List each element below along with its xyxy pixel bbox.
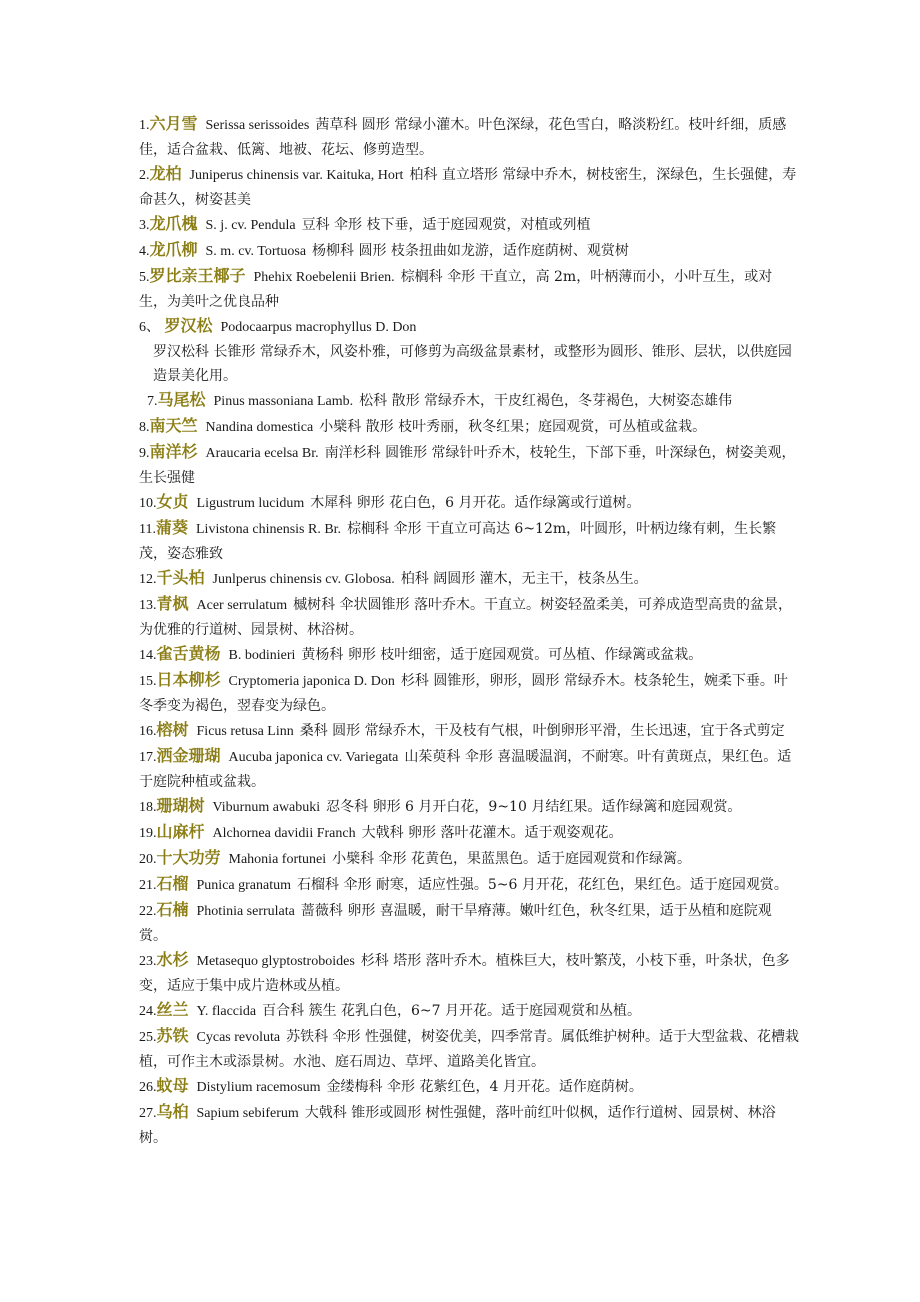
plant-entry xyxy=(139,820,799,846)
plant-description: 大戟科 锥形或圆形 树性强健，落叶前红叶似枫，适作行道树、园景树、林浴树。 xyxy=(139,1105,776,1146)
plant-name: 马尾松 xyxy=(157,390,206,409)
plant-description: 山茱萸科 伞形 喜温暖温润，不耐寒。叶有黄斑点，果红色。适于庭院种植或盆栽。 xyxy=(139,749,792,790)
latin-name: S. m. cv. Tortuosa xyxy=(205,244,307,259)
plant-name: 龙爪柳 xyxy=(149,240,198,259)
latin-name: Phehix Roebelenii Brien. xyxy=(253,270,395,285)
plant-entry xyxy=(139,162,799,212)
plant-name: 蒲葵 xyxy=(155,518,188,537)
plant-entry xyxy=(139,794,799,820)
entry-number: 1. xyxy=(139,118,150,133)
plant-name: 珊瑚树 xyxy=(156,796,205,815)
plant-entry xyxy=(139,898,799,948)
entry-number: 27. xyxy=(139,1106,157,1121)
entry-number: 12. xyxy=(139,572,157,587)
entry-number: 22. xyxy=(139,904,157,919)
latin-name: Photinia serrulata xyxy=(196,904,295,919)
plant-entry xyxy=(139,846,799,872)
entry-number: 10. xyxy=(139,496,157,511)
plant-description: 松科 散形 常绿乔木，干皮红褐色，冬芽褐色，大树姿态雄伟 xyxy=(359,393,733,409)
plant-description: 棕榈科 伞形 干直立，高 2m，叶柄薄而小，小叶互生，或对生，为美叶之优良品种 xyxy=(139,269,773,310)
entry-number: 16. xyxy=(139,724,157,739)
entry-number: 15. xyxy=(139,674,157,689)
entry-number: 24. xyxy=(139,1004,157,1019)
plant-name: 罗汉松 xyxy=(164,316,213,335)
latin-name: Serissa serissoides xyxy=(205,118,310,133)
plant-description: 百合科 簇生 花乳白色，6~7 月开花。适于庭园观赏和丛植。 xyxy=(262,1003,642,1019)
plant-description: 小檗科 散形 枝叶秀丽，秋冬红果；庭园观赏，可丛植或盆栽。 xyxy=(319,419,707,435)
plant-entry xyxy=(139,490,799,516)
plant-name: 乌桕 xyxy=(156,1102,189,1121)
plant-description: 槭树科 伞状圆锥形 落叶乔木。干直立。树姿轻盈柔美，可养成造型高贵的盆景，为优雅的行道树、园景树、林浴树。 xyxy=(139,597,792,638)
plant-description: 桑科 圆形 常绿乔木，干及枝有气根，叶倒卵形平滑，生长迅速，宜于各式剪定 xyxy=(299,723,785,739)
plant-description: 罗汉松科 长锥形 常绿乔木，风姿朴雅，可修剪为高级盆景素材，或整形为圆形、锥形、层状，以供庭园造景美化用。 xyxy=(153,344,792,384)
latin-name: Mahonia fortunei xyxy=(228,852,327,867)
entry-number: 19. xyxy=(139,826,157,841)
latin-name: Araucaria ecelsa Br. xyxy=(205,446,319,461)
entry-number: 25. xyxy=(139,1030,157,1045)
entry-number: 20. xyxy=(139,852,157,867)
entry-number: 7. xyxy=(147,394,158,409)
plant-entry xyxy=(139,592,799,642)
plant-name: 罗比亲王椰子 xyxy=(149,266,246,285)
plant-name: 千头柏 xyxy=(156,568,205,587)
latin-name: Aucuba japonica cv. Variegata xyxy=(228,750,399,765)
plant-name: 南天竺 xyxy=(149,416,198,435)
latin-name: Acer serrulatum xyxy=(196,598,288,613)
plant-name: 十大功劳 xyxy=(156,848,221,867)
plant-entry xyxy=(139,238,799,264)
plant-description: 棕榈科 伞形 干直立可高达 6~12m，叶圆形，叶柄边缘有刺，生长繁茂，姿态雅致 xyxy=(139,521,777,562)
latin-name: Nandina domestica xyxy=(205,420,314,435)
plant-description: 柏科 直立塔形 常绿中乔木，树枝密生，深绿色，生长强健，寿命甚久，树姿甚美 xyxy=(139,167,797,208)
entry-number: 18. xyxy=(139,800,157,815)
plant-name: 日本柳杉 xyxy=(156,670,221,689)
plant-description: 蔷薇科 卵形 喜温暖，耐干旱瘠薄。嫩叶红色，秋冬红果，适于丛植和庭院观赏。 xyxy=(139,903,772,944)
plant-name: 蚊母 xyxy=(156,1076,189,1095)
entry-number: 13. xyxy=(139,598,157,613)
plant-entry xyxy=(139,872,799,898)
plant-description: 茜草科 圆形 常绿小灌木。叶色深绿，花色雪白，略淡粉红。枝叶纤细，质感佳，适合盆栽、低篱、地被、花坛、修剪造型。 xyxy=(139,117,787,158)
plant-name: 石楠 xyxy=(156,900,189,919)
plant-description: 石榴科 伞形 耐寒，适应性强。5~6 月开花，花红色，果红色。适于庭园观赏。 xyxy=(297,877,788,893)
plant-name: 水杉 xyxy=(156,950,189,969)
plant-description: 小檗科 伞形 花黄色，果蓝黑色。适于庭园观赏和作绿篱。 xyxy=(332,851,692,867)
plant-description: 忍冬科 卵形 6 月开白花，9~10 月结红果。适作绿篱和庭园观赏。 xyxy=(326,799,742,815)
entry-number: 17. xyxy=(139,750,157,765)
plant-description: 杉科 塔形 落叶乔木。植株巨大，枝叶繁茂，小枝下垂，叶条状，色多变，适应于集中成片造林或丛植。 xyxy=(139,953,790,994)
entry-number: 3. xyxy=(139,218,150,233)
plant-name: 雀舌黄杨 xyxy=(156,644,221,663)
latin-name: Ficus retusa Linn xyxy=(196,724,294,739)
latin-name: Viburnum awabuki xyxy=(212,800,321,815)
plant-entry xyxy=(139,314,799,388)
plant-name: 青枫 xyxy=(156,594,189,613)
plant-description: 黄杨科 卵形 枝叶细密，适于庭园观赏。可丛植、作绿篱或盆栽。 xyxy=(301,647,703,663)
latin-name: Pinus massoniana Lamb. xyxy=(213,394,354,409)
plant-description: 南洋杉科 圆锥形 常绿针叶乔木，枝轮生，下部下垂，叶深绿色，树姿美观，生长强健 xyxy=(139,445,796,486)
entry-number: 5. xyxy=(139,270,150,285)
plant-entry xyxy=(139,668,799,718)
latin-name: Sapium sebiferum xyxy=(196,1106,299,1121)
plant-name: 丝兰 xyxy=(156,1000,189,1019)
plant-entry xyxy=(139,718,799,744)
plant-entry xyxy=(139,264,799,314)
entry-number: 2. xyxy=(139,168,150,183)
plant-entry xyxy=(139,516,799,566)
plant-name: 洒金珊瑚 xyxy=(156,746,221,765)
plant-description: 豆科 伞形 枝下垂，适于庭园观赏，对植或列植 xyxy=(301,217,591,233)
entry-number: 9. xyxy=(139,446,150,461)
plant-description: 苏铁科 伞形 性强健，树姿优美，四季常青。属低维护树种。适于大型盆栽、花槽栽植，可作主木或添景树。水池、庭石周边、草坪、道路美化皆宜。 xyxy=(139,1029,800,1070)
entry-number: 11. xyxy=(139,522,156,537)
plant-name: 南洋杉 xyxy=(149,442,198,461)
plant-name: 榕树 xyxy=(156,720,189,739)
entry-number: 14. xyxy=(139,648,157,663)
plant-entry xyxy=(139,566,799,592)
latin-name: B. bodinieri xyxy=(228,648,296,663)
plant-entry xyxy=(139,212,799,238)
entry-number: 21. xyxy=(139,878,157,893)
plant-entry xyxy=(139,1100,799,1150)
plant-description: 大戟科 卵形 落叶花灌木。适于观姿观花。 xyxy=(361,825,623,841)
plant-entry xyxy=(139,744,799,794)
document-page xyxy=(139,112,799,1150)
latin-name: Juniperus chinensis var. Kaituka, Hort xyxy=(189,168,404,183)
plant-entry xyxy=(139,948,799,998)
plant-description: 杉科 圆锥形，卵形，圆形 常绿乔木。枝条轮生，婉柔下垂。叶冬季变为褐色，翌春变为绿色。 xyxy=(139,673,788,714)
plant-name: 石榴 xyxy=(156,874,189,893)
latin-name: Cryptomeria japonica D. Don xyxy=(228,674,395,689)
plant-entry xyxy=(139,998,799,1024)
latin-name: Ligustrum lucidum xyxy=(196,496,305,511)
latin-name: Alchornea davidii Franch xyxy=(212,826,356,841)
latin-name: S. j. cv. Pendula xyxy=(205,218,296,233)
plant-name: 六月雪 xyxy=(149,114,198,133)
latin-name: Punica granatum xyxy=(196,878,291,893)
entry-number: 4. xyxy=(139,244,150,259)
plant-entry xyxy=(139,112,799,162)
plant-entry xyxy=(139,414,799,440)
plant-entry xyxy=(139,642,799,668)
entry-number: 23. xyxy=(139,954,157,969)
latin-name: Metasequo glyptostroboides xyxy=(196,954,355,969)
plant-name: 龙爪槐 xyxy=(149,214,198,233)
plant-description: 杨柳科 圆形 枝条扭曲如龙游，适作庭荫树、观赏树 xyxy=(312,243,629,259)
plant-description: 柏科 阔圆形 灌木，无主干，枝条丛生。 xyxy=(400,571,648,587)
latin-name: Podocaarpus macrophyllus D. Don xyxy=(220,320,417,335)
plant-entry xyxy=(139,1024,799,1074)
plant-description: 金缕梅科 伞形 花紫红色，4 月开花。适作庭荫树。 xyxy=(326,1079,643,1095)
latin-name: Livistona chinensis R. Br. xyxy=(196,522,342,537)
plant-name: 龙柏 xyxy=(149,164,182,183)
plant-name: 女贞 xyxy=(156,492,189,511)
latin-name: Distylium racemosum xyxy=(196,1080,321,1095)
latin-name: Cycas revoluta xyxy=(196,1030,281,1045)
entry-number: 8. xyxy=(139,420,150,435)
entry-number: 6、 xyxy=(139,320,160,335)
plant-name: 山麻杆 xyxy=(156,822,205,841)
entry-number: 26. xyxy=(139,1080,157,1095)
plant-description: 木犀科 卵形 花白色，6 月开花。适作绿篱或行道树。 xyxy=(310,495,641,511)
latin-name: Y. flaccida xyxy=(196,1004,257,1019)
plant-entry xyxy=(139,388,799,414)
latin-name: Junlperus chinensis cv. Globosa. xyxy=(212,572,395,587)
plant-entry xyxy=(139,440,799,490)
plant-entry xyxy=(139,1074,799,1100)
plant-name: 苏铁 xyxy=(156,1026,189,1045)
